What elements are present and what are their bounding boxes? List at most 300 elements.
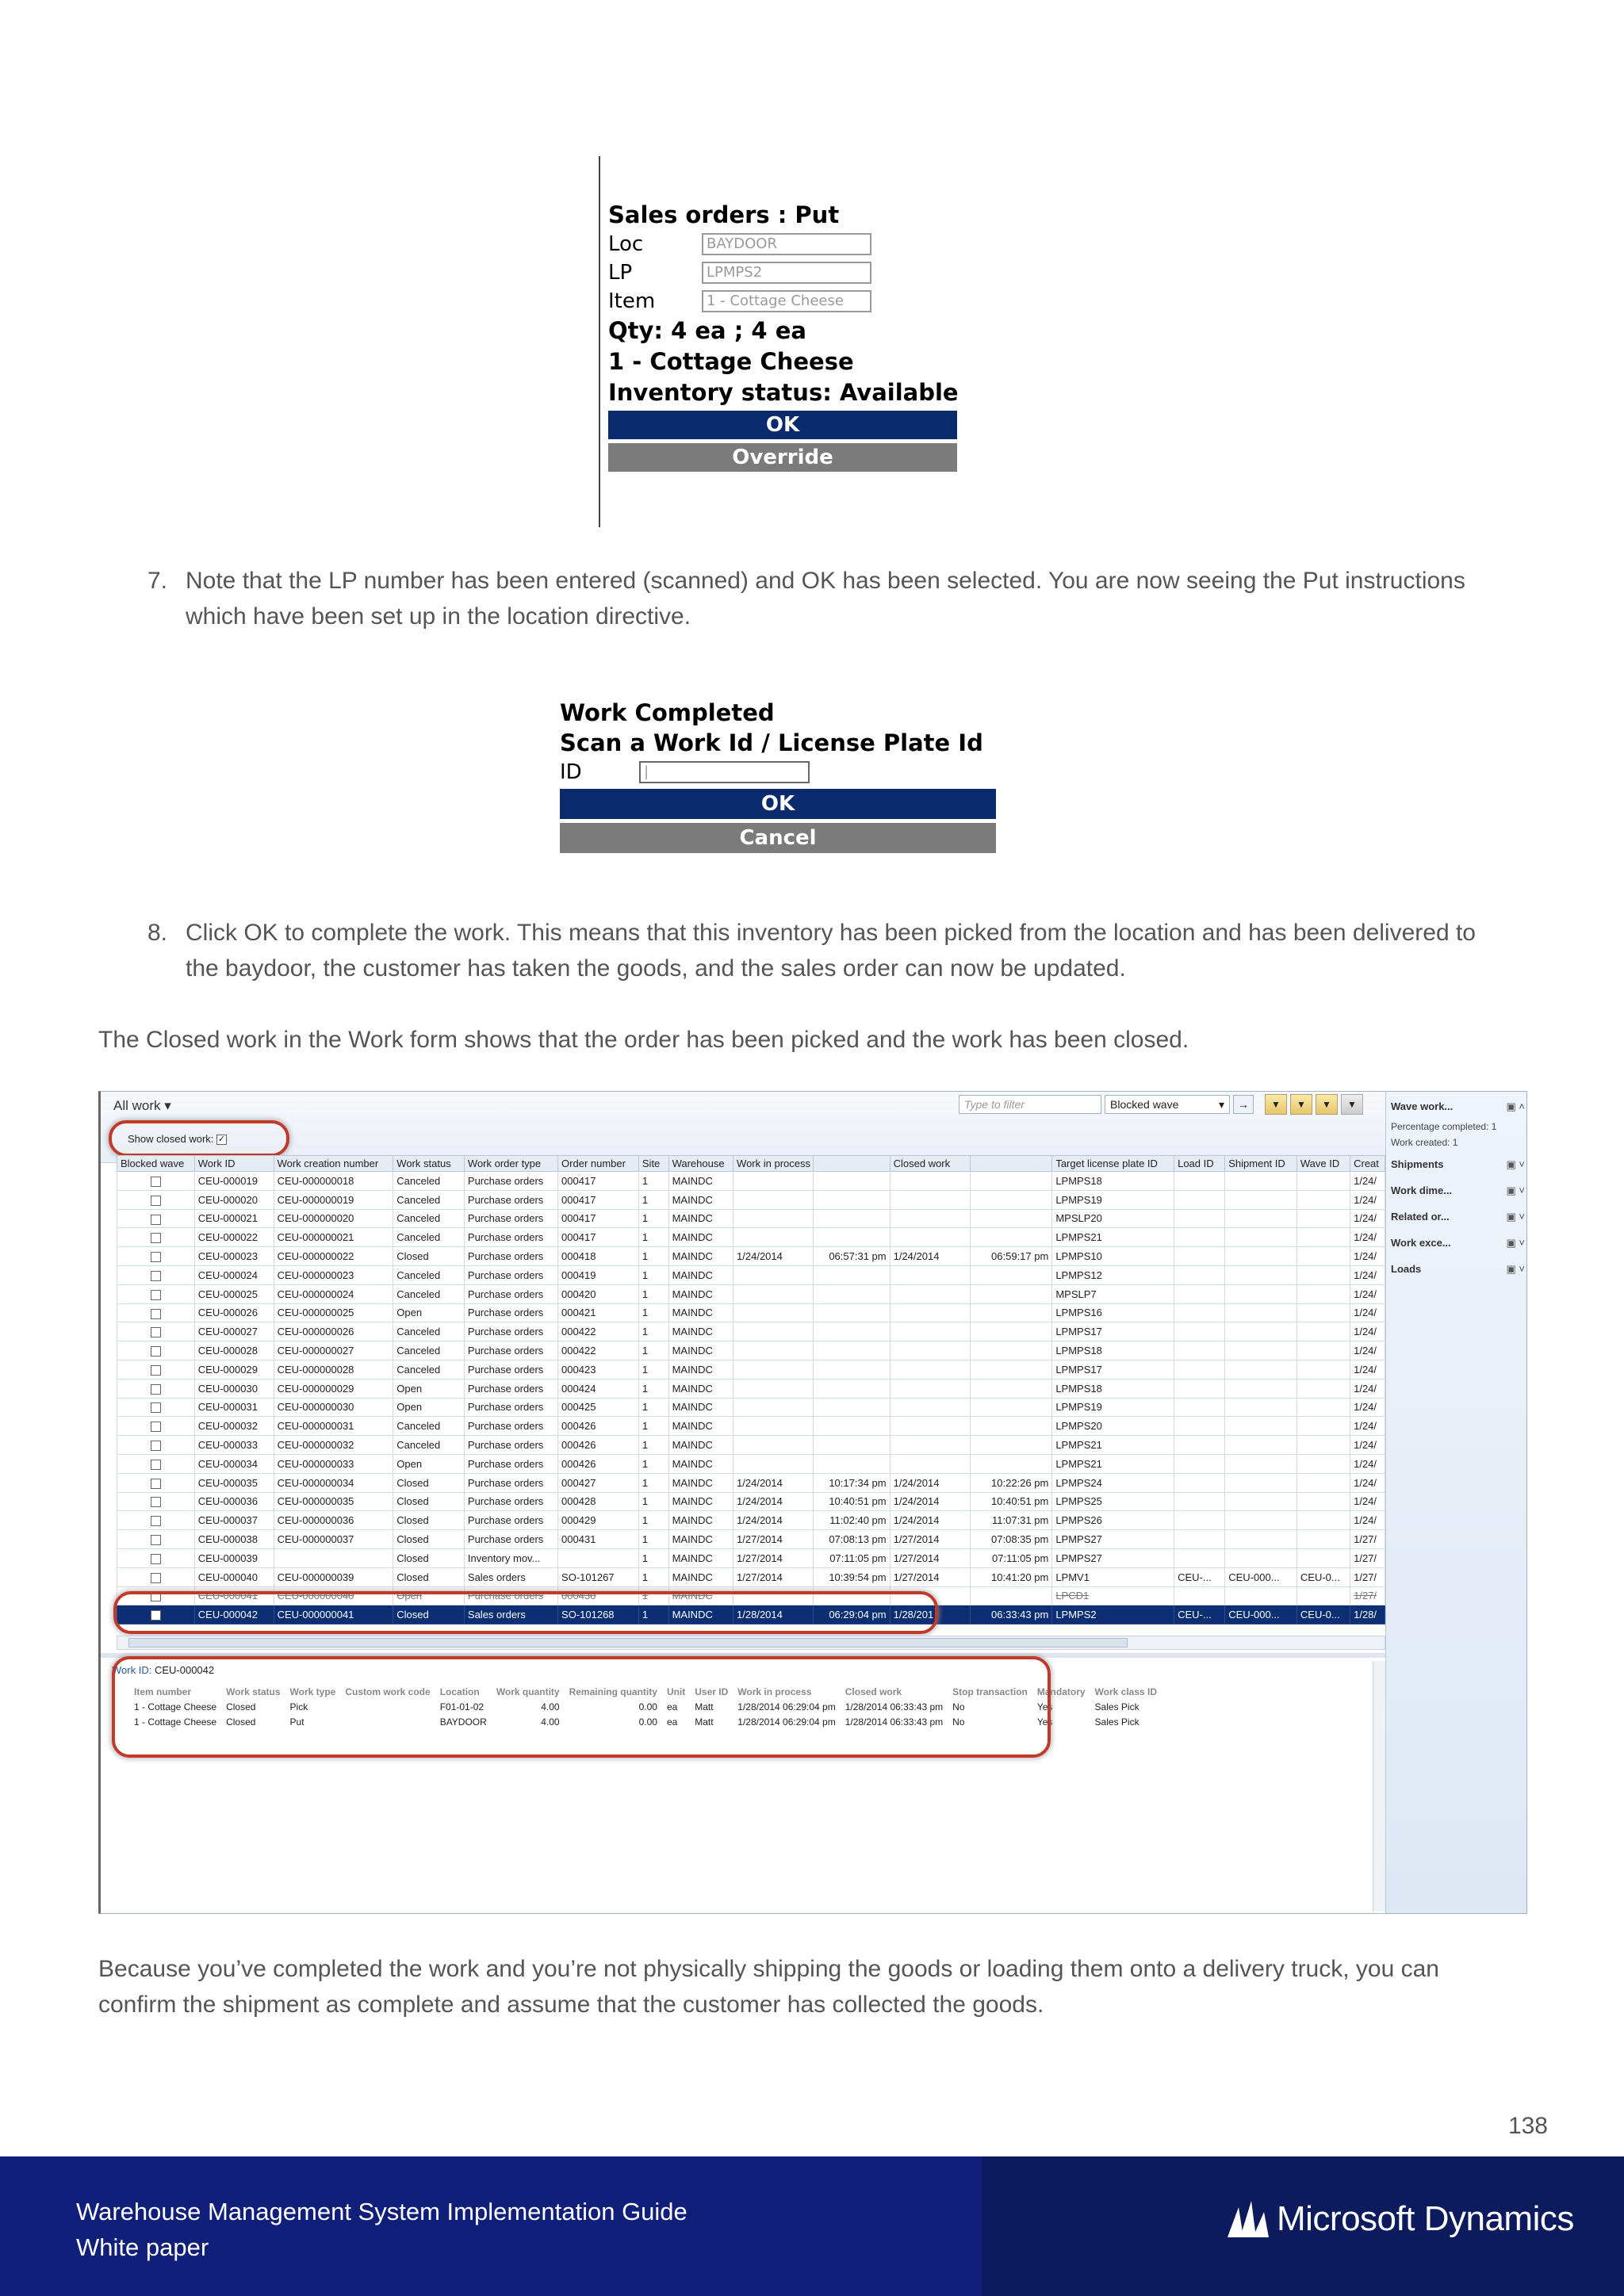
table-cell [1174,1436,1225,1455]
table-cell [890,1303,971,1322]
collapse-icon[interactable]: ▣ ˄ [1506,1100,1525,1112]
table-cell: CEU-000024 [194,1265,274,1284]
work-id-value: CEU-000042 [154,1664,215,1676]
table-cell: LPMPS17 [1052,1322,1174,1341]
table-cell: 1 [638,1265,668,1284]
item-row [608,287,963,316]
table-cell [813,1341,890,1360]
table-cell: 000417 [558,1172,639,1191]
blocked-wave-checkbox[interactable] [151,1441,161,1451]
table-cell: 1 [638,1247,668,1266]
table-cell: CEU-000029 [194,1360,274,1379]
loc-label: Loc [608,232,644,256]
table-cell: CEU-0... [1297,1605,1350,1624]
form-toolbar [101,1092,1385,1163]
put-screen-title: Sales orders : Put [608,201,840,228]
blocked-wave-checkbox[interactable] [151,1460,161,1470]
table-cell: CEU-000000025 [274,1303,393,1322]
filter-input[interactable]: Type to filter [959,1095,1101,1114]
table-cell: Matt [695,1701,714,1712]
table-cell: 1/24/ [1350,1398,1385,1417]
table-cell: CEU-000037 [194,1511,274,1530]
table-cell: 1 [638,1228,668,1247]
blocked-wave-checkbox[interactable] [151,1309,161,1319]
table-cell: LPMPS12 [1052,1265,1174,1284]
blocked-wave-checkbox[interactable] [151,1290,161,1300]
column-header[interactable]: Work class ID [1094,1686,1158,1697]
table-cell: CEU-000032 [194,1417,274,1436]
factbox-section[interactable] [1391,1231,1525,1257]
table-row[interactable] [117,1548,1385,1567]
table-cell: LPMV1 [1052,1567,1174,1586]
clear-filter-icon[interactable]: ▼ [1341,1094,1363,1115]
column-header[interactable]: Order number [558,1156,639,1172]
factbox-section[interactable] [1391,1179,1525,1205]
factbox-section[interactable] [1391,1205,1525,1231]
blocked-wave-checkbox[interactable] [151,1252,161,1262]
table-cell: Purchase orders [464,1341,557,1360]
table-cell: CEU-000000020 [274,1209,393,1228]
table-cell [1297,1360,1350,1379]
table-cell: CEU-... [1174,1567,1225,1586]
table-cell: F01-01-02 [439,1701,485,1712]
table-cell: 1/24/ [1350,1454,1385,1473]
table-cell [1174,1247,1225,1266]
blocked-wave-checkbox[interactable] [151,1591,161,1601]
column-header[interactable]: User ID [695,1686,729,1697]
table-cell: 1/24/2014 [890,1473,971,1492]
table-cell: LPMPS18 [1052,1341,1174,1360]
table-cell [1225,1492,1297,1511]
table-cell: 000430 [558,1586,639,1605]
vertical-scrollbar[interactable] [1373,1661,1385,1911]
blocked-wave-cell [117,1265,195,1284]
table-cell: CEU-000025 [194,1284,274,1303]
table-cell: 000425 [558,1398,639,1417]
column-header[interactable]: Custom work code [345,1686,431,1697]
table-cell [1174,1190,1225,1209]
table-cell: CEU-000042 [194,1605,274,1624]
factbox-section[interactable] [1391,1257,1525,1284]
table-cell [813,1172,890,1191]
expand-icon[interactable]: ▣ ˅ [1506,1263,1525,1275]
table-cell: Canceled [393,1417,465,1436]
table-row[interactable] [117,1379,1385,1398]
table-cell: 1/28/2014 06:29:04 pm [737,1701,836,1712]
table-cell: 06:59:17 pm [971,1247,1052,1266]
table-cell: Sales Pick [1094,1701,1139,1712]
table-cell: 000422 [558,1322,639,1341]
blocked-wave-checkbox[interactable] [151,1573,161,1583]
table-cell: 1/24/ [1350,1284,1385,1303]
blocked-wave-checkbox[interactable] [151,1196,161,1206]
detail-work-id [112,1664,214,1676]
table-row[interactable] [117,1322,1385,1341]
work-line-row[interactable] [129,1714,1162,1729]
table-cell [733,1341,814,1360]
filter-field-select[interactable] [1105,1095,1230,1114]
percentage-completed: Percentage completed: 1 [1391,1121,1497,1132]
blocked-wave-cell [117,1379,195,1398]
blocked-wave-checkbox[interactable] [151,1402,161,1413]
expand-icon[interactable]: ▣ ˅ [1506,1184,1525,1196]
table-cell: Closed [393,1473,465,1492]
table-row[interactable] [117,1586,1385,1605]
table-cell [971,1172,1052,1191]
table-cell: 1/24/2014 [890,1247,971,1266]
column-header[interactable]: Load ID [1174,1156,1225,1172]
table-cell: 1 [638,1379,668,1398]
advanced-filter-icon[interactable]: ▼ [1316,1094,1338,1115]
blocked-wave-checkbox[interactable] [151,1497,161,1507]
column-header[interactable]: Stop transaction [952,1686,1028,1697]
column-header[interactable]: Work in process [737,1686,812,1697]
table-cell [1225,1209,1297,1228]
table-cell: 000417 [558,1209,639,1228]
table-cell: 1 [638,1511,668,1530]
table-cell [971,1209,1052,1228]
override-button[interactable]: Override [608,443,957,472]
table-cell [1174,1303,1225,1322]
column-header[interactable]: Mandatory [1036,1686,1086,1697]
table-cell: CEU-000020 [194,1190,274,1209]
table-cell: CEU-... [1174,1605,1225,1624]
table-cell: LPMPS25 [1052,1492,1174,1511]
table-cell: Purchase orders [464,1247,557,1266]
table-cell: 1/24/ [1350,1511,1385,1530]
blocked-wave-checkbox[interactable] [151,1554,161,1564]
table-cell: 1/27/2014 [890,1548,971,1567]
table-cell [1174,1228,1225,1247]
table-cell: 1/27/2014 [890,1530,971,1549]
ok-button[interactable]: OK [560,789,996,819]
table-cell [1225,1172,1297,1191]
table-cell: MAINDC [668,1605,733,1624]
table-row[interactable] [117,1209,1385,1228]
table-cell: Purchase orders [464,1360,557,1379]
arrow-right-icon[interactable]: → [1233,1095,1254,1114]
table-row[interactable] [117,1284,1385,1303]
column-header[interactable]: Remaining quantity [569,1686,657,1697]
table-row[interactable] [117,1303,1385,1322]
table-cell: CEU-000041 [194,1586,274,1605]
column-header[interactable]: Work status [393,1156,465,1172]
column-header[interactable]: Work type [289,1686,336,1697]
table-cell [1174,1209,1225,1228]
column-header[interactable] [813,1156,890,1172]
column-header[interactable] [971,1156,1052,1172]
lp-field[interactable]: LPMPS2 [702,262,871,284]
column-header[interactable]: Site [638,1156,668,1172]
blocked-wave-cell [117,1398,195,1417]
column-header[interactable]: Work quantity [496,1686,560,1697]
column-header[interactable]: Target license plate ID [1052,1156,1174,1172]
table-cell: 1/24/ [1350,1247,1385,1266]
expand-icon[interactable]: ▣ ˅ [1506,1211,1525,1223]
table-cell: CEU-000000036 [274,1511,393,1530]
filter-icon[interactable]: ▼ [1265,1094,1287,1115]
work-line-row[interactable] [129,1699,1162,1714]
filter-by-selection-icon[interactable]: ▼ [1290,1094,1312,1115]
table-cell [733,1209,814,1228]
blocked-wave-cell [117,1417,195,1436]
id-label: ID [560,760,582,784]
table-cell: CEU-000036 [194,1492,274,1511]
table-cell: 1/28/ [1350,1605,1385,1624]
scroll-thumb[interactable] [128,1638,1128,1647]
blocked-wave-checkbox[interactable] [151,1384,161,1395]
table-cell: CEU-000000024 [274,1284,393,1303]
table-cell: 1/28/2014 06:33:43 pm [845,1701,944,1712]
table-cell [1297,1454,1350,1473]
table-cell: CEU-000019 [194,1172,274,1191]
table-cell [1297,1190,1350,1209]
table-cell: CEU-000000039 [274,1567,393,1586]
wave-work-factbox[interactable] [1391,1095,1525,1121]
blocked-wave-checkbox[interactable] [151,1422,161,1432]
table-cell: 1/28/2014 06:29:04 pm [737,1716,836,1728]
table-cell [890,1398,971,1417]
table-row[interactable] [117,1605,1385,1624]
item-field[interactable]: 1 - Cottage Cheese [702,290,871,312]
table-cell: Purchase orders [464,1473,557,1492]
table-cell: 000423 [558,1360,639,1379]
table-cell: Open [393,1303,465,1322]
dynamics-logo-icon [1228,2201,1270,2237]
column-header[interactable]: Work ID [194,1156,274,1172]
table-cell: Purchase orders [464,1172,557,1191]
table-cell: 000419 [558,1265,639,1284]
table-cell [1225,1398,1297,1417]
table-row[interactable] [117,1436,1385,1455]
table-cell: 10:39:54 pm [813,1567,890,1586]
blocked-wave-cell [117,1228,195,1247]
blocked-wave-checkbox[interactable] [151,1177,161,1187]
step-number: 7. [147,568,168,594]
table-cell: LPMPS27 [1052,1530,1174,1549]
table-cell: Closed [393,1511,465,1530]
step-8 [147,915,1511,986]
column-header[interactable]: Location [439,1686,480,1697]
table-row[interactable] [117,1454,1385,1473]
expand-icon[interactable]: ▣ ˅ [1506,1237,1525,1249]
column-header[interactable]: Work order type [464,1156,557,1172]
table-cell: 1/27/ [1350,1548,1385,1567]
table-row[interactable] [117,1228,1385,1247]
blocked-wave-cell [117,1586,195,1605]
table-cell: 1/24/ [1350,1265,1385,1284]
view-selector[interactable]: All work ▾ [113,1098,171,1113]
column-header[interactable]: Shipment ID [1225,1156,1297,1172]
blocked-wave-checkbox[interactable] [151,1327,161,1337]
table-cell: Purchase orders [464,1284,557,1303]
table-cell [971,1341,1052,1360]
table-cell [340,1699,435,1714]
table-cell: 000426 [558,1454,639,1473]
table-cell [733,1172,814,1191]
table-cell: 1/27/2014 [733,1548,814,1567]
id-input[interactable]: | [639,761,810,783]
table-cell: 1/24/ [1350,1209,1385,1228]
table-cell: 1 - Cottage Cheese [134,1701,217,1712]
table-cell: CEU-000000033 [274,1454,393,1473]
table-row[interactable] [117,1567,1385,1586]
column-header[interactable]: Creat [1350,1156,1385,1172]
table-cell: MPSLP20 [1052,1209,1174,1228]
table-cell: 1/24/ [1350,1360,1385,1379]
table-cell [1225,1454,1297,1473]
factbox-section[interactable] [1391,1153,1525,1179]
blocked-wave-cell [117,1303,195,1322]
table-row[interactable] [117,1190,1385,1209]
table-row[interactable] [117,1492,1385,1511]
column-header[interactable]: Closed work [890,1156,971,1172]
table-cell: LPMPS24 [1052,1473,1174,1492]
table-row[interactable] [117,1341,1385,1360]
table-cell: Purchase orders [464,1530,557,1549]
blocked-wave-checkbox[interactable] [151,1365,161,1376]
table-cell: Yes [1036,1716,1053,1728]
table-cell: 1/24/ [1350,1492,1385,1511]
table-cell: CEU-000026 [194,1303,274,1322]
blocked-wave-cell [117,1209,195,1228]
table-cell: Closed [393,1548,465,1567]
table-cell: 1/28/2014 06:33:43 pm [845,1716,944,1728]
column-header[interactable]: Closed work [845,1686,902,1697]
table-cell: Purchase orders [464,1492,557,1511]
table-row[interactable] [117,1360,1385,1379]
ok-button[interactable]: OK [608,411,957,439]
table-row[interactable] [117,1417,1385,1436]
table-cell: Closed [226,1716,256,1728]
table-cell: CEU-000039 [194,1548,274,1567]
table-cell: Put [289,1716,304,1728]
table-cell [1174,1398,1225,1417]
column-header[interactable]: Blocked wave [117,1156,195,1172]
table-cell: Closed [393,1492,465,1511]
table-cell [890,1454,971,1473]
factbox-sections [1391,1153,1525,1284]
lp-label: LP [608,261,633,285]
blocked-wave-checkbox[interactable] [151,1346,161,1357]
qty-text: Qty: 4 ea ; 4 ea [608,317,806,344]
column-header[interactable]: Unit [666,1686,686,1697]
table-cell [1225,1379,1297,1398]
column-header[interactable]: Work status [226,1686,281,1697]
table-row[interactable] [117,1511,1385,1530]
column-header[interactable]: Work creation number [274,1156,393,1172]
table-cell: LPCD1 [1052,1586,1174,1605]
table-cell: Closed [226,1701,256,1712]
blocked-wave-cell [117,1247,195,1266]
table-cell: 4.00 [541,1701,560,1712]
blocked-wave-checkbox[interactable] [151,1535,161,1545]
step-number: 8. [147,920,168,946]
table-cell [733,1379,814,1398]
horizontal-scrollbar[interactable] [117,1636,1385,1650]
cancel-button[interactable]: Cancel [560,823,996,853]
factbox-section-title: Shipments [1391,1158,1444,1170]
table-cell [1225,1265,1297,1284]
table-cell: 1 [638,1284,668,1303]
table-cell: CEU-000000040 [274,1586,393,1605]
column-header[interactable]: Wave ID [1297,1156,1350,1172]
footer-left-panel [0,2156,982,2296]
table-cell [813,1586,890,1605]
table-row[interactable] [117,1247,1385,1266]
table-cell: Sales orders [464,1567,557,1586]
table-cell [340,1714,435,1729]
table-cell [1297,1511,1350,1530]
blocked-wave-cell [117,1548,195,1567]
table-cell [971,1398,1052,1417]
expand-icon[interactable]: ▣ ˅ [1506,1158,1525,1170]
table-cell [1225,1548,1297,1567]
table-cell: MPSLP7 [1052,1284,1174,1303]
blocked-wave-checkbox[interactable] [151,1233,161,1243]
table-cell [1297,1398,1350,1417]
loc-field[interactable]: BAYDOOR [702,233,871,255]
table-cell [890,1436,971,1455]
table-cell [890,1172,971,1191]
table-row[interactable] [117,1265,1385,1284]
table-cell: Purchase orders [464,1303,557,1322]
table-cell: 06:29:04 pm [813,1605,890,1624]
blocked-wave-checkbox[interactable] [151,1610,161,1621]
table-cell: CEU-000031 [194,1398,274,1417]
column-header[interactable]: Work in process [733,1156,814,1172]
item-text: 1 - Cottage Cheese [608,348,854,375]
table-cell: Sales orders [464,1605,557,1624]
table-cell: CEU-000000034 [274,1473,393,1492]
column-header[interactable]: Item number [134,1686,192,1697]
table-cell: 0.00 [638,1716,657,1728]
table-cell: Canceled [393,1341,465,1360]
id-row [560,758,1004,786]
table-row[interactable] [117,1530,1385,1549]
blocked-wave-cell [117,1190,195,1209]
table-row[interactable] [117,1473,1385,1492]
table-cell: 1 [638,1548,668,1567]
blocked-wave-cell [117,1530,195,1549]
table-cell: LPMPS19 [1052,1190,1174,1209]
show-closed-checkbox[interactable]: ✓ [217,1135,226,1145]
table-cell: CEU-000034 [194,1454,274,1473]
table-cell: MAINDC [668,1303,733,1322]
table-cell [1225,1511,1297,1530]
blocked-wave-checkbox[interactable] [151,1215,161,1225]
inventory-status-text: Inventory status: Available [608,379,959,406]
table-cell: MAINDC [668,1228,733,1247]
blocked-wave-checkbox[interactable] [151,1271,161,1281]
table-cell: Purchase orders [464,1398,557,1417]
table-cell [971,1322,1052,1341]
table-cell: 000428 [558,1492,639,1511]
table-row[interactable] [117,1172,1385,1191]
factbox-section-title: Work exce... [1391,1237,1451,1249]
blocked-wave-checkbox[interactable] [151,1516,161,1526]
table-row[interactable] [117,1398,1385,1417]
table-cell: 000424 [558,1379,639,1398]
table-cell [1174,1322,1225,1341]
table-cell: 1 [638,1190,668,1209]
table-cell [1174,1548,1225,1567]
table-cell [813,1190,890,1209]
blocked-wave-checkbox[interactable] [151,1479,161,1489]
table-cell: 11:02:40 pm [813,1511,890,1530]
table-cell: MAINDC [668,1284,733,1303]
column-header[interactable]: Warehouse [668,1156,733,1172]
